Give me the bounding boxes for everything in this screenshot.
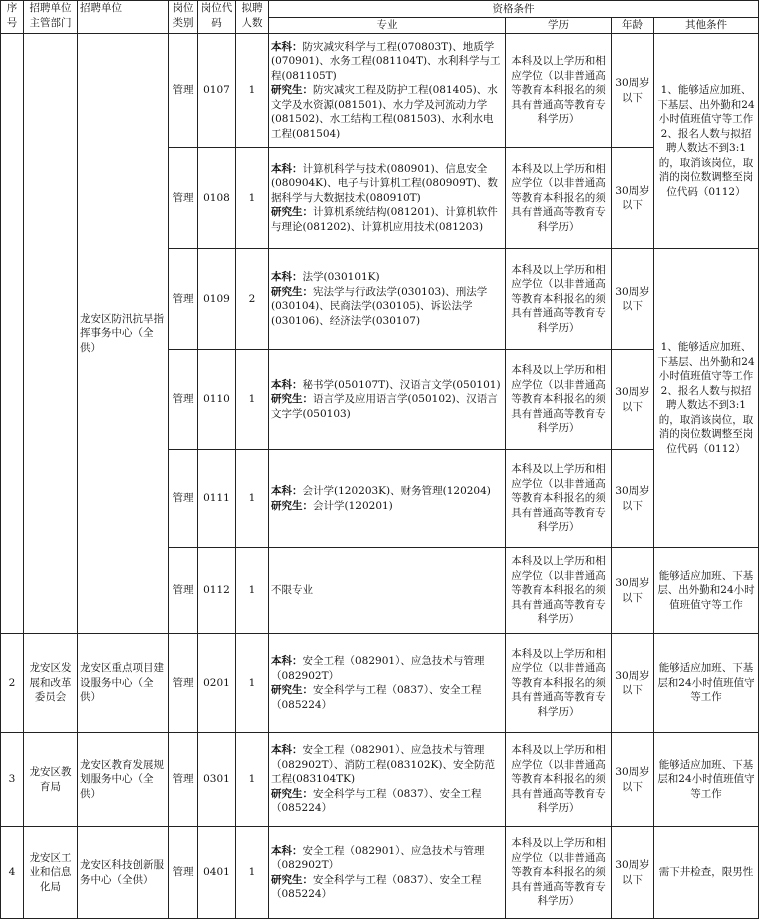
education-cell: 本科及以上学历和相应学位（以非普通高等教育本科报名的须具有普通高等教育专科学历） — [506, 733, 612, 827]
education-cell: 本科及以上学历和相应学位（以非普通高等教育本科报名的须具有普通高等教育专科学历） — [506, 450, 612, 548]
table-row — [1, 733, 759, 827]
header-row — [1, 1, 759, 18]
seq-cell: 4 — [1, 827, 24, 919]
age-cell: 30周岁以下 — [612, 548, 654, 634]
post-type-cell: 管理 — [169, 634, 198, 733]
age-cell: 30周岁以下 — [612, 249, 654, 350]
dept-cell: 龙安区教育局 — [24, 733, 78, 827]
count-cell: 1 — [236, 634, 269, 733]
major-cell: 本科：防灾减灾科学与工程(070803T)、地质学(070901)、水务工程(081104T)、水利科学与工程(081105T) 研究生：防灾减灾工程及防护工程(081405)、水文学及水资源(081501)、水力学及河流动力学(081502)、水工结构工程(081503)、水利水电工程(081504) — [269, 34, 506, 148]
count-cell: 1 — [236, 450, 269, 548]
post-type-cell: 管理 — [169, 827, 198, 919]
major-cell: 本科：安全工程（082901）、应急技术与管理（082902T）、消防工程(083102K)、安全防范工程(083104TK) 研究生：安全科学与工程（0837）、安全工程（085224） — [269, 733, 506, 827]
dept-cell: 龙安区工业和信息化局 — [24, 827, 78, 919]
header-major: 专业 — [269, 17, 506, 34]
header-qualifications: 资格条件 — [269, 1, 759, 18]
seq-cell: 3 — [1, 733, 24, 827]
major-cell: 本科：会计学(120203K)、财务管理(120204) 研究生：会计学(120201) — [269, 450, 506, 548]
education-cell: 本科及以上学历和相应学位（以非普通高等教育本科报名的须具有普通高等教育专科学历） — [506, 827, 612, 919]
post-code-cell: 0108 — [198, 148, 236, 249]
other-cell: 能够适应加班、下基层和24小时值班值守等工作 — [654, 733, 759, 827]
major-cell: 不限专业 — [269, 548, 506, 634]
major-cell: 本科：安全工程（082901）、应急技术与管理（082902T） 研究生：安全科学与工程（0837）、安全工程（085224） — [269, 827, 506, 919]
dept-cell — [24, 34, 78, 634]
post-type-cell: 管理 — [169, 350, 198, 450]
count-cell: 1 — [236, 350, 269, 450]
post-type-cell: 管理 — [169, 148, 198, 249]
table-row — [1, 34, 759, 148]
age-cell: 30周岁以下 — [612, 34, 654, 148]
header-post-type: 岗位类别 — [169, 1, 198, 34]
age-cell: 30周岁以下 — [612, 733, 654, 827]
post-code-cell: 0401 — [198, 827, 236, 919]
header-count: 拟聘人数 — [236, 1, 269, 34]
count-cell: 1 — [236, 34, 269, 148]
header-unit: 招聘单位 — [78, 1, 169, 34]
seq-cell: 2 — [1, 634, 24, 733]
header-age: 年龄 — [612, 17, 654, 34]
major-cell: 本科：安全工程（082901）、应急技术与管理（082902T） 研究生：安全科学与工程（0837）、安全工程（085224） — [269, 634, 506, 733]
education-cell: 本科及以上学历和相应学位（以非普通高等教育本科报名的须具有普通高等教育专科学历） — [506, 634, 612, 733]
age-cell: 30周岁以下 — [612, 634, 654, 733]
age-cell: 30周岁以下 — [612, 148, 654, 249]
education-cell: 本科及以上学历和相应学位（以非普通高等教育本科报名的须具有普通高等教育专科学历） — [506, 148, 612, 249]
dept-cell: 龙安区发展和改革委员会 — [24, 634, 78, 733]
unit-cell: 龙安区科技创新服务中心（全供） — [78, 827, 169, 919]
post-code-cell: 0109 — [198, 249, 236, 350]
count-cell: 1 — [236, 827, 269, 919]
post-type-cell: 管理 — [169, 548, 198, 634]
major-cell: 本科：计算机科学与技术(080901)、信息安全(080904K)、电子与计算机工程(080909T)、数据科学与大数据技术(080910T) 研究生：计算机系统结构(081201)、计算机软件与理论(081202)、计算机应用技术(081203) — [269, 148, 506, 249]
count-cell: 1 — [236, 733, 269, 827]
education-cell: 本科及以上学历和相应学位（以非普通高等教育本科报名的须具有普通高等教育专科学历） — [506, 34, 612, 148]
age-cell: 30周岁以下 — [612, 450, 654, 548]
post-code-cell: 0112 — [198, 548, 236, 634]
seq-cell — [1, 34, 24, 634]
header-post-code: 岗位代码 — [198, 1, 236, 34]
age-cell: 30周岁以下 — [612, 827, 654, 919]
post-code-cell: 0201 — [198, 634, 236, 733]
table-row — [1, 634, 759, 733]
other-cell: 能够适应加班、下基层和24小时值班值守等工作 — [654, 634, 759, 733]
unit-cell: 龙安区防汛抗旱指挥事务中心（全供） — [78, 34, 169, 634]
table-row — [1, 827, 759, 919]
other-cell: 1、能够适应加班、下基层、出外勤和24小时值班值守等工作2、报名人数与拟招聘人数达不到3:1的，取消该岗位，取消的岗位数调整至岗位代码（0112） — [654, 34, 759, 249]
count-cell: 2 — [236, 249, 269, 350]
header-education: 学历 — [506, 17, 612, 34]
post-code-cell: 0301 — [198, 733, 236, 827]
unit-cell: 龙安区教育发展规划服务中心（全供） — [78, 733, 169, 827]
post-code-cell: 0111 — [198, 450, 236, 548]
post-type-cell: 管理 — [169, 34, 198, 148]
age-cell: 30周岁以下 — [612, 350, 654, 450]
major-cell: 本科：法学(030101K) 研究生：宪法学与行政法学(030103)、刑法学(030104)、民商法学(030105)、诉讼法学(030106)、经济法学(030107) — [269, 249, 506, 350]
count-cell: 1 — [236, 548, 269, 634]
other-cell: 能够适应加班、下基层、出外勤和24小时值班值守等工作 — [654, 548, 759, 634]
post-type-cell: 管理 — [169, 450, 198, 548]
post-code-cell: 0110 — [198, 350, 236, 450]
other-cell: 1、能够适应加班、下基层、出外勤和24小时值班值守等工作2、报名人数与拟招聘人数达不到3:1的，取消该岗位，取消的岗位数调整至岗位代码（0112） — [654, 249, 759, 548]
header-seq: 序号 — [1, 1, 24, 34]
education-cell: 本科及以上学历和相应学位（以非普通高等教育本科报名的须具有普通高等教育专科学历） — [506, 548, 612, 634]
post-type-cell: 管理 — [169, 733, 198, 827]
count-cell: 1 — [236, 148, 269, 249]
header-other: 其他条件 — [654, 17, 759, 34]
major-cell: 本科：秘书学(050107T)、汉语言文学(050101) 研究生：语言学及应用语言学(050102)、汉语言文字学(050103) — [269, 350, 506, 450]
other-cell: 需下井检查，限男性 — [654, 827, 759, 919]
post-type-cell: 管理 — [169, 249, 198, 350]
unit-cell: 龙安区重点项目建设服务中心（全供） — [78, 634, 169, 733]
education-cell: 本科及以上学历和相应学位（以非普通高等教育本科报名的须具有普通高等教育专科学历） — [506, 350, 612, 450]
post-code-cell: 0107 — [198, 34, 236, 148]
header-dept: 招聘单位主管部门 — [24, 1, 78, 34]
education-cell: 本科及以上学历和相应学位（以非普通高等教育本科报名的须具有普通高等教育专科学历） — [506, 249, 612, 350]
